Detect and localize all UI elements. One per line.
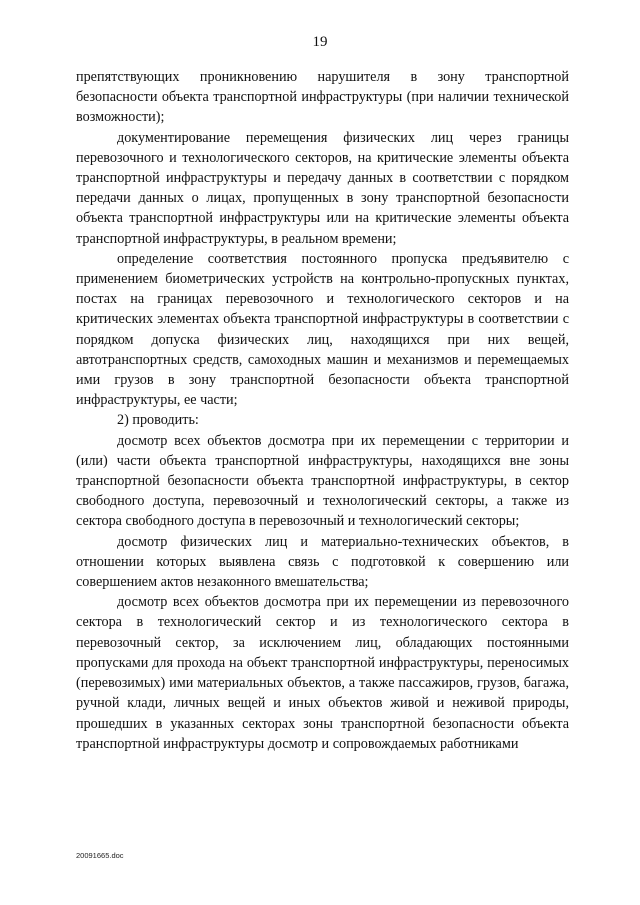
paragraph: препятствующих проникновению нарушителя в зону транспортной безопасности объекта транспортной инфраструктуры (при наличии технической возможности);	[76, 69, 569, 126]
paragraph: досмотр всех объектов досмотра при их перемещении с территории и (или) части объекта транспортной инфраструктуры, находящихся вне зоны транспортной безопасности объекта транспортной инфраструктуры, в сектор свободного доступа, перевозочный и технологический секторы, а также из сектора свободного доступа в перевозочный и технологический секторы;	[76, 432, 569, 530]
document-body	[76, 67, 569, 754]
paragraph: досмотр физических лиц и материально-технических объектов, в отношении которых выявлена связь с подготовкой к совершению или совершением актов незаконного вмешательства;	[76, 533, 569, 591]
paragraph: определение соответствия постоянного пропуска предъявителю с применением биометрических устройств на контрольно-пропускных пунктах, постах на границах перевозочного и технологического секторов и на критических элементах объекта транспортной инфраструктуры в соответствии с порядком допуска физических лиц, находящихся при них вещей, автотранспортных средств, самоходных машин и механизмов и перемещаемых ими грузов в зону транспортной безопасности объекта транспортной инфраструктуры, ее части;	[76, 250, 569, 409]
paragraph: досмотр всех объектов досмотра при их перемещении из перевозочного сектора в технологический сектор и из технологического сектора в перевозочный сектор, за исключением лиц, обладающих постоянными пропусками для прохода на объект транспортной инфраструктуры, переносимых (перевозимых) ими материальных объектов, а также пассажиров, грузов, багажа, ручной клади, личных вещей и иных объектов живой и неживой природы, прошедших в указанных секторах зоны транспортной безопасности объекта транспортной инфраструктуры досмотр и сопровождаемых работниками	[76, 594, 569, 752]
page-number: 19	[312, 34, 328, 50]
paragraph: документирование перемещения физических лиц через границы перевозочного и технологического секторов, на критические элементы объекта транспортной инфраструктуры и передачу данных в соответствии с порядком передачи данных о лицах, пропущенных в зону транспортной безопасности объекта транспортной инфраструктуры или на критические элементы объекта транспортной инфраструктуры, в реальном времени;	[76, 129, 569, 247]
footer-filename: 20091665.doc	[76, 851, 124, 860]
section-heading: 2) проводить:	[117, 412, 199, 429]
